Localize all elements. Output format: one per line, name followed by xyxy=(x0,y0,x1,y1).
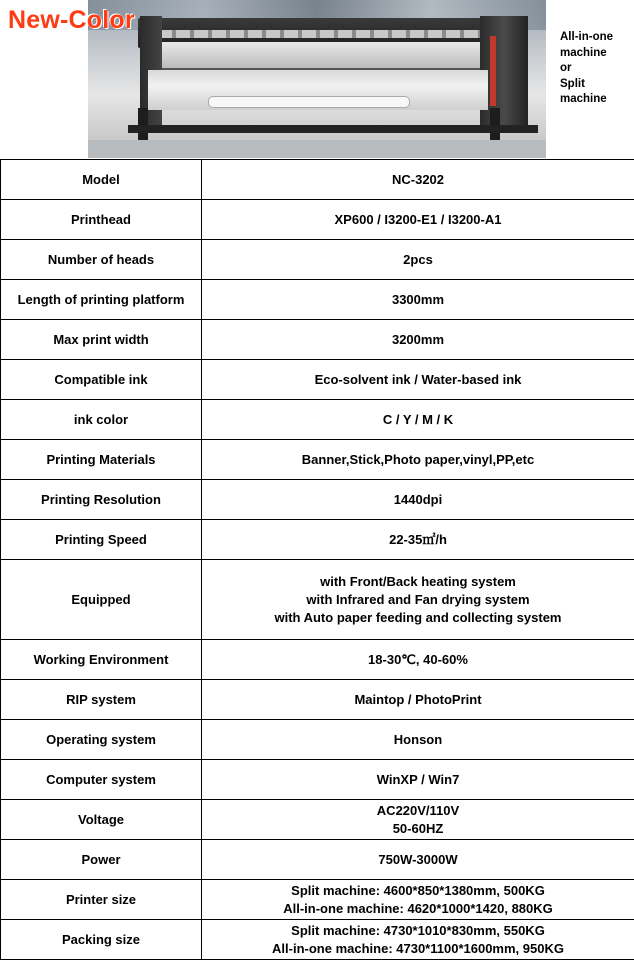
spec-row xyxy=(1,200,634,240)
spec-label: Printing Resolution xyxy=(1,480,202,520)
spec-value-line: with Front/Back heating system xyxy=(320,573,516,589)
spec-value-line: Eco-solvent ink / Water-based ink xyxy=(314,371,522,387)
photo-floor xyxy=(88,140,546,158)
spec-label: Printing Materials xyxy=(1,440,202,480)
spec-row xyxy=(1,560,634,640)
spec-label: Printer size xyxy=(1,880,202,920)
printer-red-trim xyxy=(490,36,496,106)
spec-label: Equipped xyxy=(1,560,202,640)
spec-label: Number of heads xyxy=(1,240,202,280)
spec-row xyxy=(1,760,634,800)
note-line: Split xyxy=(560,77,585,90)
printer-rail xyxy=(158,30,488,38)
spec-value xyxy=(202,200,634,240)
spec-row xyxy=(1,240,634,280)
spec-value xyxy=(202,880,634,920)
spec-value xyxy=(202,560,634,640)
spec-row xyxy=(1,320,634,360)
spec-row xyxy=(1,840,634,880)
spec-table xyxy=(0,159,634,960)
spec-label: Working Environment xyxy=(1,640,202,680)
spec-value-line: 750W-3000W xyxy=(378,851,458,867)
media-roll xyxy=(208,96,410,108)
spec-value-line: 1440dpi xyxy=(393,491,443,507)
spec-label: ink color xyxy=(1,400,202,440)
spec-value-line: AC220V/110V xyxy=(376,802,460,818)
spec-label: Voltage xyxy=(1,800,202,840)
spec-value xyxy=(202,800,634,840)
spec-value xyxy=(202,520,634,560)
spec-value-line: 22-35㎡/h xyxy=(389,531,447,547)
machine-type-note xyxy=(560,30,632,108)
spec-row xyxy=(1,280,634,320)
spec-value-line: All-in-one machine: 4620*1000*1420, 880KG xyxy=(283,900,553,916)
note-line: machine xyxy=(560,93,607,105)
spec-label: Printhead xyxy=(1,200,202,240)
spec-value-line: 3200mm xyxy=(391,331,445,347)
spec-value xyxy=(202,720,634,760)
spec-value xyxy=(202,360,634,400)
spec-value-line: WinXP / Win7 xyxy=(376,771,460,787)
spec-value-line: Split machine: 4730*1010*830mm, 550KG xyxy=(291,922,545,938)
spec-row xyxy=(1,520,634,560)
spec-label: Model xyxy=(1,160,202,200)
brand-logo: New-Color xyxy=(8,6,135,34)
spec-row xyxy=(1,720,634,760)
spec-label: Power xyxy=(1,840,202,880)
printer-cover xyxy=(148,42,508,70)
note-line: All-in-one xyxy=(560,31,614,43)
spec-value xyxy=(202,760,634,800)
spec-value-line: 18-30℃, 40-60% xyxy=(368,651,468,667)
note-line: or xyxy=(560,62,572,74)
spec-row xyxy=(1,800,634,840)
spec-value xyxy=(202,160,634,200)
note-line: machine xyxy=(560,46,607,59)
spec-value-line: C / Y / M / K xyxy=(382,411,454,427)
spec-row xyxy=(1,920,634,960)
spec-value-line: Split machine: 4600*850*1380mm, 500KG xyxy=(291,882,545,898)
spec-value-line: Honson xyxy=(393,731,443,747)
spec-value xyxy=(202,240,634,280)
spec-label: Printing Speed xyxy=(1,520,202,560)
printer-photo xyxy=(88,0,546,158)
header xyxy=(0,0,634,160)
spec-value xyxy=(202,480,634,520)
spec-value xyxy=(202,400,634,440)
spec-value xyxy=(202,920,634,960)
spec-label: Length of printing platform xyxy=(1,280,202,320)
spec-row xyxy=(1,360,634,400)
spec-row xyxy=(1,440,634,480)
spec-value-line: NC-3202 xyxy=(391,171,445,187)
spec-row xyxy=(1,680,634,720)
printer-base-bar xyxy=(128,125,538,133)
spec-value-line: with Infrared and Fan drying system xyxy=(306,591,530,607)
spec-row xyxy=(1,480,634,520)
spec-value xyxy=(202,680,634,720)
spec-row xyxy=(1,640,634,680)
spec-label: RIP system xyxy=(1,680,202,720)
spec-value-line: 2pcs xyxy=(403,251,433,267)
spec-row xyxy=(1,400,634,440)
spec-label: Packing size xyxy=(1,920,202,960)
spec-value xyxy=(202,280,634,320)
spec-row xyxy=(1,160,634,200)
spec-value-line: 3300mm xyxy=(391,291,445,307)
spec-value-line: with Auto paper feeding and collecting system xyxy=(274,609,562,625)
spec-value xyxy=(202,640,634,680)
spec-value xyxy=(202,320,634,360)
spec-label: Computer system xyxy=(1,760,202,800)
spec-label: Operating system xyxy=(1,720,202,760)
spec-value xyxy=(202,440,634,480)
spec-value xyxy=(202,840,634,880)
spec-value-line: Maintop / PhotoPrint xyxy=(354,691,482,707)
spec-label: Compatible ink xyxy=(1,360,202,400)
spec-label: Max print width xyxy=(1,320,202,360)
spec-value-line: 50-60HZ xyxy=(392,820,444,836)
spec-row xyxy=(1,880,634,920)
spec-value-line: All-in-one machine: 4730*1100*1600mm, 950KG xyxy=(272,940,564,956)
spec-value-line: XP600 / I3200-E1 / I3200-A1 xyxy=(334,211,502,227)
spec-table-body xyxy=(1,160,634,960)
spec-value-line: Banner,Stick,Photo paper,vinyl,PP,etc xyxy=(301,451,535,467)
